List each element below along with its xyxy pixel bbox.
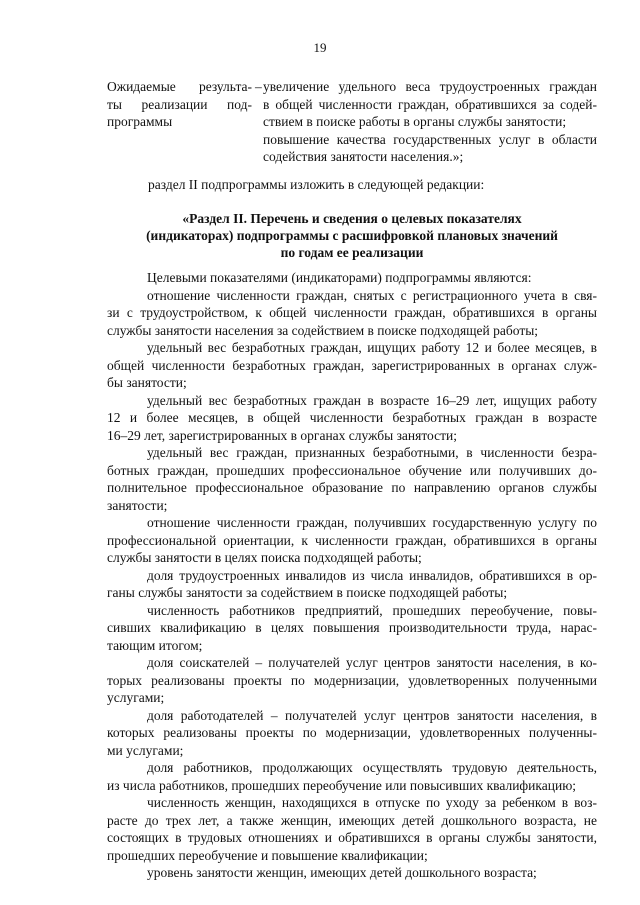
indicator-paragraph — [107, 269, 597, 287]
paragraph-line: 16–29 лет, зарегистрированных в органах службы занятости; — [107, 427, 457, 443]
paragraph-line: Целевыми показателями (индикаторами) подпрограммы являются: — [147, 270, 532, 285]
value-line: содействия занятости населения.»; — [263, 149, 464, 164]
section-heading — [107, 210, 597, 261]
indicator-paragraph — [107, 567, 597, 602]
paragraph-line: бы занятости; — [107, 375, 187, 390]
paragraph-line: зи с трудоустройством, к общей численности граждан, обратившихся в органы — [107, 305, 597, 320]
indicator-paragraph — [107, 602, 597, 655]
paragraph-line: уровень занятости женщин, имеющих детей дошкольного возраста; — [147, 865, 537, 880]
paragraph-line: ми услугами; — [107, 742, 184, 758]
indicator-paragraph — [107, 444, 597, 514]
paragraph-line: общей численности безработных граждан, зарегистрированных в органах служ- — [107, 357, 597, 373]
paragraph-line: расте до трех лет, а также женщин, имеющих детей дошкольного возраста, не — [107, 812, 597, 828]
paragraph-line: доля трудоустроенных инвалидов из числа инвалидов, обратившихся в ор- — [147, 567, 597, 583]
heading-line: (индикаторах) подпрограммы с расшифровкой плановых значений — [146, 228, 558, 243]
value-line: ствием в поиске работы в органы службы занятости; — [263, 114, 567, 129]
indicator-paragraph — [107, 707, 597, 760]
indicator-paragraph — [107, 339, 597, 392]
label-line: Ожидаемые результа- — [107, 79, 252, 94]
indicator-list — [107, 269, 597, 882]
paragraph-line: доля работников, продолжающих осуществлять трудовую деятельность, — [147, 760, 597, 775]
page-number: 19 — [313, 40, 327, 55]
indicator-paragraph — [107, 759, 597, 794]
intro-text: раздел II подпрограммы изложить в следующей редакции: — [148, 177, 485, 192]
indicator-paragraph — [107, 287, 597, 340]
label-line: программы — [107, 114, 173, 129]
indicator-paragraph — [107, 392, 597, 445]
value-line: в общей численности граждан, обратившихся за содей- — [263, 96, 597, 112]
paragraph-line: численность женщин, находящихся в отпуске по уходу за ребенком в воз- — [147, 795, 597, 810]
heading-line: по годам ее реализации — [280, 245, 424, 260]
expected-results-label — [107, 78, 252, 131]
paragraph-line: ганы службы занятости за содействием в поиске подходящей работы; — [107, 585, 508, 600]
paragraph-line: численность работников предприятий, прошедших переобучение, повы- — [147, 602, 597, 618]
value-line: повышение качества государственных услуг в области — [263, 131, 597, 147]
paragraph-line: удельный вес граждан, признанных безработными, в численности безра- — [147, 445, 597, 460]
paragraph-line: тающим итогом; — [107, 637, 203, 653]
indicator-paragraph — [107, 864, 597, 882]
paragraph-line: полнительное профессиональное образование по направлению органов службы — [107, 480, 597, 495]
value-line: увеличение удельного веса трудоустроенных граждан — [263, 79, 597, 94]
paragraph-line: услугами; — [107, 690, 165, 705]
paragraph-line: ботных граждан, прошедших профессиональное обучение или получивших до- — [107, 462, 597, 478]
paragraph-line: удельный вес безработных граждан, ищущих работу 12 и более месяцев, в — [147, 340, 597, 355]
paragraph-line: профессиональной ориентации, к численности граждан, обратившихся в органы — [107, 532, 597, 548]
paragraph-line: службы занятости населения за содействием в поиске подходящей работы; — [107, 322, 539, 338]
paragraph-line: отношение численности граждан, получивших государственную услугу по — [147, 515, 597, 530]
indicator-paragraph — [107, 514, 597, 567]
table-dash: – — [255, 79, 262, 94]
paragraph-line: доля соискателей – получателей услуг центров занятости населения, в ко- — [147, 655, 597, 670]
paragraph-line: из числа работников, прошедших переобучение или повысивших квалификацию; — [107, 777, 577, 793]
paragraph-line: которых реализованы проекты по модернизации, удовлетворенных полученны- — [107, 725, 597, 740]
paragraph-line: доля работодателей – получателей услуг центров занятости населения, в — [147, 707, 597, 723]
paragraph-line: отношение численности граждан, снятых с регистрационного учета в свя- — [147, 287, 597, 303]
paragraph-line: торых реализованы проекты по модернизации, удовлетворенных полученными — [107, 672, 597, 688]
indicator-paragraph — [107, 654, 597, 707]
expected-results-value — [263, 78, 597, 166]
paragraph-line: удельный вес безработных граждан в возрасте 16–29 лет, ищущих работу — [147, 392, 597, 408]
label-line: ты реализации под- — [107, 96, 252, 112]
paragraph-line: сивших квалификацию в целях повышения производительности труда, нарас- — [107, 620, 597, 635]
paragraph-line: состоящих в трудовых отношениях и обратившихся в органы службы занятости, — [107, 830, 597, 845]
paragraph-line: службы занятости в целях поиска подходящей работы; — [107, 550, 422, 565]
indicator-paragraph — [107, 794, 597, 864]
paragraph-line: занятости; — [107, 497, 168, 513]
paragraph-line: 12 и более месяцев, в общей численности безработных граждан в возрасте — [107, 410, 597, 425]
heading-line: «Раздел II. Перечень и сведения о целевых показателях — [182, 211, 522, 226]
paragraph-line: прошедших переобучение и повышение квалификации; — [107, 847, 428, 863]
